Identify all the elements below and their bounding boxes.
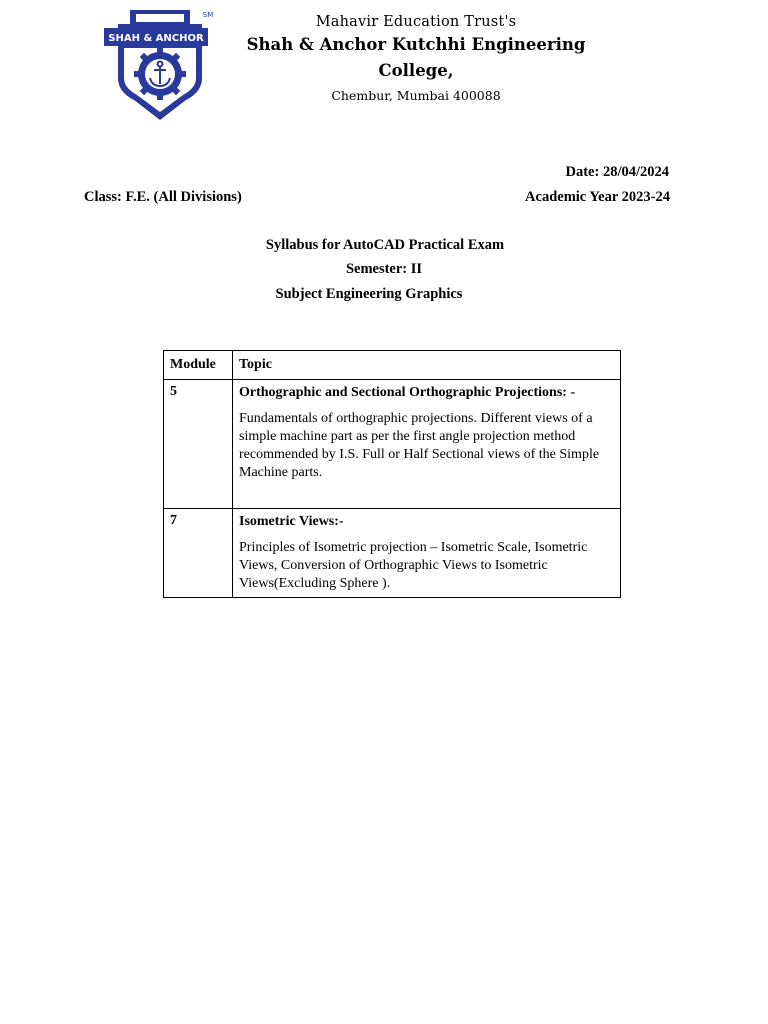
header-topic: Topic	[233, 351, 621, 380]
module-number: 7	[164, 509, 233, 598]
topic-title: Isometric Views:-	[239, 514, 344, 529]
syllabus-title: Syllabus for AutoCAD Practical Exam	[265, 237, 505, 253]
college-logo	[104, 8, 216, 124]
college-name-line1: Shah & Anchor Kutchhi Engineering	[246, 35, 586, 54]
table-row	[164, 380, 621, 509]
college-address: Chembur, Mumbai 400088	[331, 88, 501, 103]
trust-name: Mahavir Education Trust's	[315, 14, 517, 30]
topic-cell	[233, 509, 621, 598]
syllabus-table	[163, 350, 621, 598]
semester-title: Semester: II	[345, 261, 423, 277]
table-header-row	[164, 351, 621, 380]
module-number: 5	[164, 380, 233, 509]
logo-service-mark: SM	[202, 11, 214, 19]
document-date: Date: 28/04/2024	[565, 164, 669, 180]
college-header	[236, 12, 596, 106]
header-module: Module	[164, 351, 233, 380]
topic-cell	[233, 380, 621, 509]
topic-description: Principles of Isometric projection – Isometric Scale, Isometric Views, Conversion of Orthographic Views to Isometric Views(Excluding Sphere ).	[239, 540, 588, 591]
logo-label: SHAH & ANCHOR	[108, 33, 204, 44]
topic-description: Fundamentals of orthographic projections. Different views of a simple machine part as per the first angle projection method recommended by I.S. Full or Half Sectional views of the Simple Machine parts.	[239, 411, 600, 480]
subject-title: Subject Engineering Graphics	[275, 286, 463, 302]
class-info: Class: F.E. (All Divisions)	[84, 189, 242, 205]
topic-title: Orthographic and Sectional Orthographic Projections: -	[239, 385, 576, 400]
academic-year: Academic Year 2023-24	[525, 189, 670, 205]
college-name-line2: College,	[378, 61, 454, 80]
table-row	[164, 509, 621, 598]
